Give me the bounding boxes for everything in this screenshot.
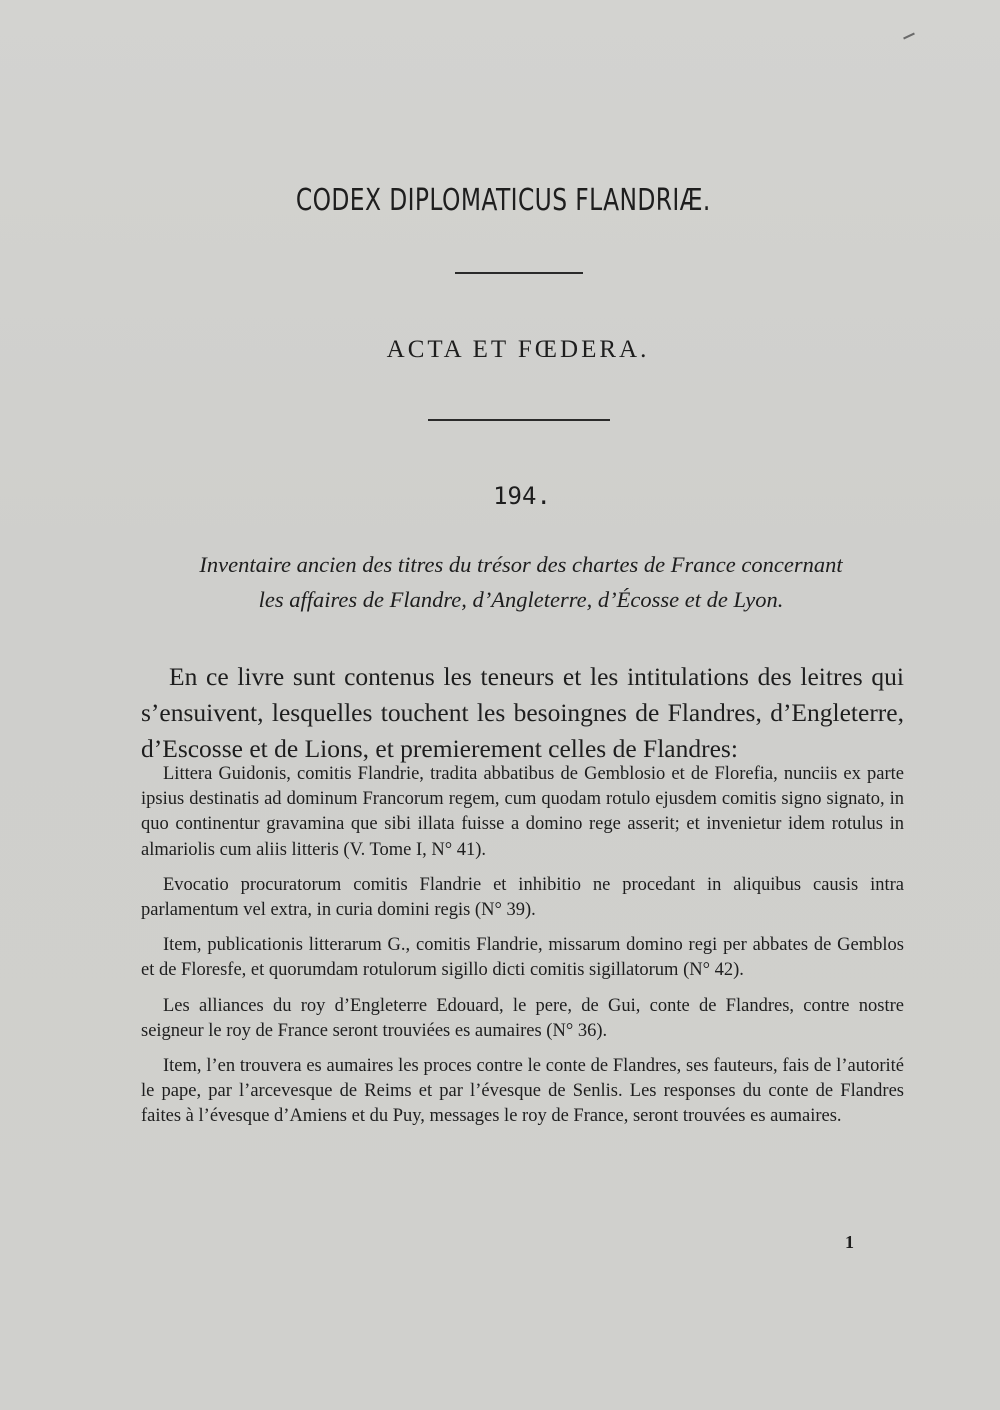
entries-list — [141, 762, 904, 1140]
document-title — [140, 547, 902, 617]
page-mark — [903, 33, 915, 40]
entry-paragraph: Evocatio procuratorum comitis Flandrie et inhibitio ne procedant in aliquibus causis intra parlamentum vel extra, in curia domini regis (N° 39). — [141, 874, 904, 921]
entry-paragraph: Les alliances du roy d’Engleterre Edouard, le pere, de Gui, conte de Flandres, contre nostre seigneur le roy de France seront trouviées es aumaires (N° 36). — [141, 995, 904, 1041]
document-number: 194. — [493, 482, 551, 510]
document-title-line-2: les affaires de Flandre, d’Angleterre, d’Écosse et de Lyon. — [258, 587, 784, 612]
document-title-line-1: Inventaire ancien des titres du trésor des chartes de France concernant — [199, 552, 843, 577]
entry-paragraph: Item, publicationis litterarum G., comitis Flandrie, missarum domino regi per abbates de Gemblos et de Floresfe, et quorumdam rotulorum sigillo dicti comitis sigillatorum (N° 42). — [141, 935, 904, 981]
entry-paragraph: Item, l’en trouvera es aumaires les proces contre le conte de Flandres, ses fauteurs, fais de l’autorité le pape, par l’arcevesque de Reims et par l’évesque de Senlis. Les responses du conte de Flandres faites à l’évesque d’Amiens et du Puy, messages le roy de France, seront trouvées es aumaires. — [141, 1056, 904, 1127]
page-number: 1 — [845, 1232, 854, 1252]
section-subtitle: ACTA ET FŒDERA. — [386, 336, 650, 363]
intro-paragraph: En ce livre sunt contenus les teneurs et les intitulations des leitres qui s’ensuivent, lesquelles touchent les besoingnes de Flandres, d’Engleterre, d’Escosse et de Lions, et premierement celles de Flandres: — [141, 661, 904, 763]
page-title: CODEX DIPLOMATICUS FLANDRIÆ. — [295, 183, 711, 218]
title-rule — [455, 272, 583, 274]
entry-paragraph: Littera Guidonis, comitis Flandrie, tradita abbatibus de Gemblosio et de Florefia, nunciis ex parte ipsius destinatis ad dominum Francorum regem, cum quodam rotulo ejusdem comitis signo signato, in quo continentur gravamina que sibi illata fuisse a domino rege asserit; et invenietur idem rotulus in almariolis cum aliis litteris (V. Tome I, N° 41). — [141, 764, 904, 860]
subtitle-rule — [428, 419, 610, 421]
